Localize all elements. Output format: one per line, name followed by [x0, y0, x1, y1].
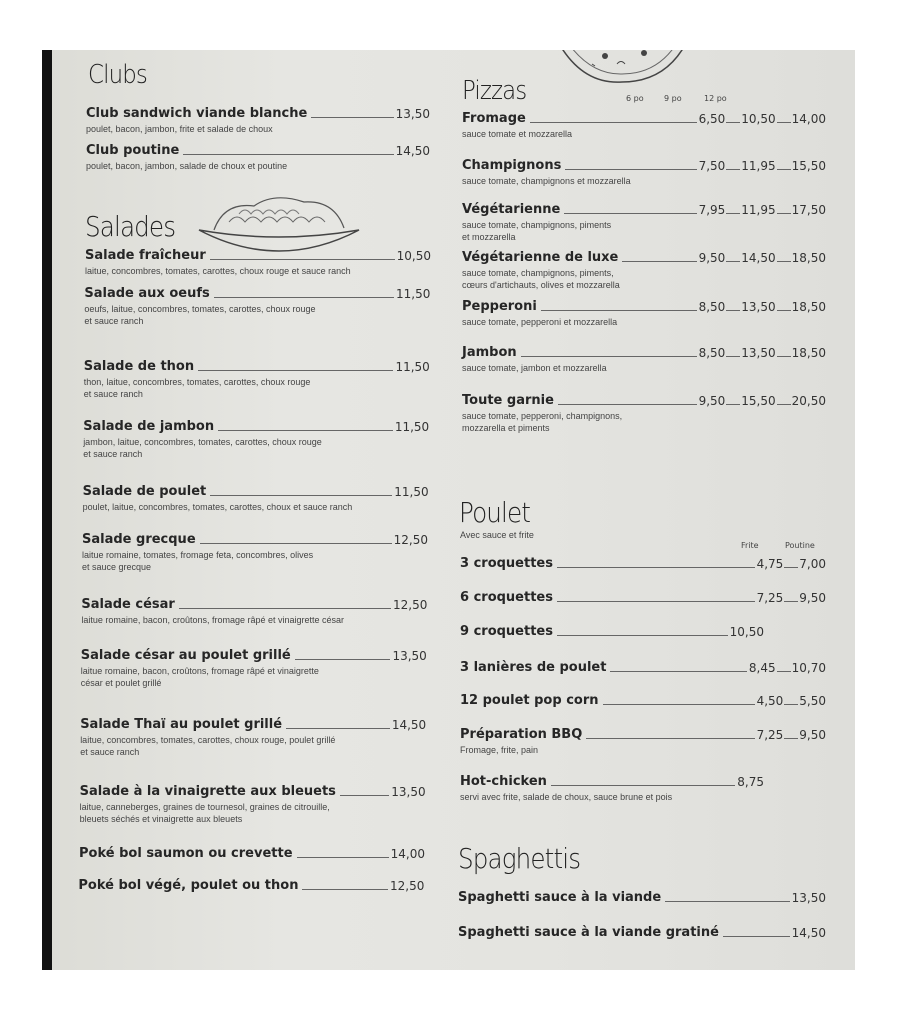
item-description: Fromage, frite, pain [460, 745, 539, 755]
item-description: et sauce ranch [84, 316, 144, 326]
leader-line [295, 659, 391, 660]
menu-item [80, 784, 426, 800]
item-description: laitue romaine, bacon, croûtons, fromage râpé et vinaigrette [80, 666, 319, 676]
menu-item [460, 624, 764, 640]
item-description: poulet, bacon, jambon, frite et salade de choux [86, 124, 273, 134]
item-price: 13,50 [391, 785, 426, 799]
leader-line [622, 261, 696, 262]
leader-line [311, 117, 393, 118]
leader-line [521, 356, 697, 357]
item-description: bleuets séchés et vinaigrette aux bleuets [79, 814, 243, 824]
leader-line [551, 785, 735, 786]
column-header: Frite [741, 541, 759, 550]
item-description: laitue, concombres, tomates, carottes, choux rouge, poulet grillé [80, 735, 336, 745]
menu-item [458, 890, 826, 906]
menu-item [462, 299, 826, 315]
menu-item [460, 556, 826, 572]
leader-line [726, 213, 740, 214]
menu-item [81, 597, 427, 613]
item-description: sauce tomate, pepperoni, champignons, [462, 411, 623, 421]
menu-item [460, 693, 826, 709]
leader-line [784, 738, 798, 739]
item-price: 8,75 [737, 775, 764, 789]
item-price: 12,50 [393, 598, 428, 612]
item-name: 3 croquettes [460, 556, 553, 571]
item-price: 13,50 [741, 346, 776, 360]
size-header: 6 po [626, 94, 644, 103]
item-price: 5,50 [799, 694, 826, 708]
item-name: Salade césar [81, 597, 175, 612]
menu-item [462, 111, 826, 127]
menu-item [83, 484, 429, 500]
menu-item [460, 774, 764, 790]
item-name: 9 croquettes [460, 624, 553, 639]
item-price: 7,50 [698, 159, 726, 173]
leader-line [777, 122, 791, 123]
item-name: Salade grecque [82, 532, 196, 547]
item-name: Salade de poulet [82, 484, 207, 499]
item-price: 18,50 [791, 251, 826, 265]
item-price: 13,50 [791, 891, 826, 905]
leader-line [564, 213, 696, 214]
item-price: 12,50 [393, 533, 428, 547]
item-description: et sauce ranch [80, 747, 140, 757]
column-header: Poutine [785, 541, 815, 550]
item-description: sauce tomate, jambon et mozzarella [462, 363, 607, 373]
menu-item [460, 660, 826, 676]
leader-line [784, 567, 798, 568]
item-description: et sauce ranch [83, 449, 143, 459]
item-price: 17,50 [791, 203, 826, 217]
item-price: 20,50 [791, 394, 826, 408]
item-name: 3 lanières de poulet [460, 660, 607, 675]
item-price: 9,50 [698, 394, 726, 408]
menu-item [78, 878, 424, 894]
leader-line [777, 261, 791, 262]
item-name: Hot-chicken [460, 774, 547, 789]
leader-line [603, 704, 755, 705]
item-price: 13,50 [392, 649, 427, 663]
item-description: poulet, bacon, jambon, salade de choux et poutine [86, 161, 288, 171]
item-description: mozzarella et piments [462, 423, 550, 433]
item-price: 10,70 [791, 661, 826, 675]
item-description: oeufs, laitue, concombres, tomates, carottes, choux rouge [84, 304, 316, 314]
leader-line [726, 122, 740, 123]
item-description: laitue romaine, bacon, croûtons, fromage râpé et vinaigrette césar [81, 615, 345, 625]
item-price: 7,95 [698, 203, 726, 217]
item-description: césar et poulet grillé [80, 678, 162, 688]
section-title: Poulet [459, 496, 531, 529]
leader-line [286, 728, 390, 729]
item-price: 11,95 [741, 203, 776, 217]
size-header: 9 po [664, 94, 682, 103]
item-name: Poké bol saumon ou crevette [79, 846, 293, 861]
leader-line [530, 122, 697, 123]
leader-line [784, 704, 798, 705]
item-description: sauce tomate et mozzarella [462, 129, 573, 139]
item-name: Spaghetti sauce à la viande gratiné [458, 925, 719, 940]
item-description: servi avec frite, salade de choux, sauce brune et pois [460, 792, 673, 802]
item-description: sauce tomate, champignons, piments [462, 220, 612, 230]
item-price: 15,50 [791, 159, 826, 173]
item-name: Poké bol végé, poulet ou thon [78, 878, 299, 893]
leader-line [726, 169, 740, 170]
menu-item [462, 393, 826, 409]
section-subtitle: Avec sauce et frite [460, 530, 534, 540]
item-name: Salade de jambon [83, 419, 215, 434]
item-description: sauce tomate, champignons et mozzarella [462, 176, 631, 186]
menu-item [82, 532, 428, 548]
item-name: Champignons [462, 158, 562, 173]
leader-line [558, 404, 697, 405]
item-price: 11,50 [395, 360, 430, 374]
item-name: Spaghetti sauce à la viande [458, 890, 662, 905]
leader-line [183, 154, 393, 155]
leader-line [777, 404, 791, 405]
item-price: 18,50 [791, 346, 826, 360]
leader-line [777, 671, 791, 672]
photo-edge [42, 50, 52, 970]
leader-line [340, 795, 389, 796]
section-title: Clubs [88, 60, 147, 90]
item-description: laitue, concombres, tomates, carottes, choux rouge et sauce ranch [85, 266, 351, 276]
leader-line [777, 169, 791, 170]
item-name: Club poutine [86, 143, 180, 158]
section-title: Spaghettis [458, 842, 581, 875]
menu-item [460, 727, 826, 743]
leader-line [179, 608, 391, 609]
item-description: jambon, laitue, concombres, tomates, carottes, choux rouge [83, 437, 322, 447]
leader-line [557, 567, 755, 568]
item-price: 15,50 [741, 394, 776, 408]
item-price: 7,25 [756, 728, 784, 742]
item-price: 8,45 [748, 661, 776, 675]
leader-line [557, 601, 755, 602]
item-price: 9,50 [799, 591, 826, 605]
item-name: Préparation BBQ [460, 727, 583, 742]
item-description: sauce tomate, champignons, piments, [462, 268, 614, 278]
item-description: et mozzarella [462, 232, 516, 242]
menu-item [462, 345, 826, 361]
item-name: Végétarienne [462, 202, 561, 217]
item-name: Pepperoni [462, 299, 537, 314]
item-description: et sauce grecque [82, 562, 152, 572]
item-description: poulet, laitue, concombres, tomates, carottes, choux et sauce ranch [82, 502, 353, 512]
item-name: Salade aux oeufs [84, 286, 210, 301]
item-name: Salade de thon [83, 359, 195, 374]
item-name: 12 poulet pop corn [460, 693, 599, 708]
leader-line [210, 495, 392, 496]
item-price: 10,50 [729, 625, 764, 639]
item-price: 12,50 [390, 879, 425, 893]
item-description: et sauce ranch [83, 389, 143, 399]
menu-item [462, 202, 826, 218]
item-description: laitue romaine, tomates, fromage feta, concombres, olives [82, 550, 314, 560]
menu-item [86, 143, 430, 159]
item-price: 10,50 [741, 112, 776, 126]
menu-item [462, 158, 826, 174]
item-price: 14,00 [791, 112, 826, 126]
item-name: Club sandwich viande blanche [86, 106, 308, 121]
item-price: 9,50 [799, 728, 826, 742]
leader-line [210, 259, 395, 260]
item-price: 18,50 [791, 300, 826, 314]
item-description: laitue, canneberges, graines de tournesol, graines de citrouille, [79, 802, 330, 812]
item-price: 13,50 [395, 107, 430, 121]
item-name: Salade césar au poulet grillé [80, 648, 291, 663]
item-price: 7,25 [756, 591, 784, 605]
item-name: 6 croquettes [460, 590, 553, 605]
item-name: Végétarienne de luxe [462, 250, 619, 265]
item-price: 4,75 [756, 557, 784, 571]
item-name: Salade fraîcheur [85, 248, 206, 263]
leader-line [777, 213, 791, 214]
leader-line [200, 543, 392, 544]
menu-item [84, 286, 430, 302]
leader-line [541, 310, 697, 311]
menu-item [79, 846, 425, 862]
item-price: 10,50 [396, 249, 431, 263]
section-title: Pizzas [462, 76, 527, 106]
pizza-illustration [547, 50, 697, 90]
item-price: 14,50 [391, 718, 427, 732]
item-price: 11,50 [396, 287, 431, 301]
leader-line [297, 857, 389, 858]
leader-line [726, 261, 740, 262]
item-price: 14,50 [741, 251, 776, 265]
menu-item [86, 106, 430, 122]
item-price: 11,95 [741, 159, 776, 173]
item-description: thon, laitue, concombres, tomates, carottes, choux rouge [83, 377, 311, 387]
menu-item [462, 250, 826, 266]
leader-line [777, 356, 791, 357]
leader-line [723, 936, 790, 937]
item-name: Fromage [462, 111, 526, 126]
item-price: 11,50 [394, 485, 429, 499]
item-price: 4,50 [756, 694, 784, 708]
item-price: 8,50 [698, 346, 726, 360]
menu-item [458, 925, 826, 941]
item-price: 14,50 [791, 926, 826, 940]
item-price: 8,50 [698, 300, 726, 314]
item-description: sauce tomate, pepperoni et mozzarella [462, 317, 618, 327]
leader-line [302, 889, 388, 890]
menu-item [84, 359, 430, 375]
item-description: cœurs d'artichauts, olives et mozzarella [462, 280, 620, 290]
leader-line [214, 297, 394, 298]
menu-item [80, 717, 426, 733]
item-price: 9,50 [698, 251, 726, 265]
leader-line [726, 310, 740, 311]
section-title: Salades [85, 210, 176, 243]
leader-line [586, 738, 754, 739]
leader-line [218, 430, 393, 431]
item-name: Jambon [462, 345, 517, 360]
leader-line [777, 310, 791, 311]
item-name: Salade Thaï au poulet grillé [80, 717, 283, 732]
menu-item [460, 590, 826, 606]
leader-line [726, 404, 740, 405]
item-name: Salade à la vinaigrette aux bleuets [79, 784, 336, 799]
item-name: Toute garnie [462, 393, 554, 408]
item-price: 11,50 [394, 420, 430, 434]
size-header: 12 po [704, 94, 727, 103]
leader-line [784, 601, 798, 602]
item-price: 14,50 [395, 144, 430, 158]
item-price: 7,00 [799, 557, 826, 571]
leader-line [565, 169, 696, 170]
item-price: 6,50 [698, 112, 726, 126]
leader-line [726, 356, 740, 357]
menu-item [83, 419, 429, 435]
leader-line [610, 671, 746, 672]
leader-line [557, 635, 728, 636]
menu-item [85, 248, 431, 264]
leader-line [198, 370, 393, 371]
item-price: 13,50 [741, 300, 776, 314]
leader-line [665, 901, 789, 902]
menu-item [81, 648, 427, 664]
item-price: 14,00 [390, 847, 425, 861]
